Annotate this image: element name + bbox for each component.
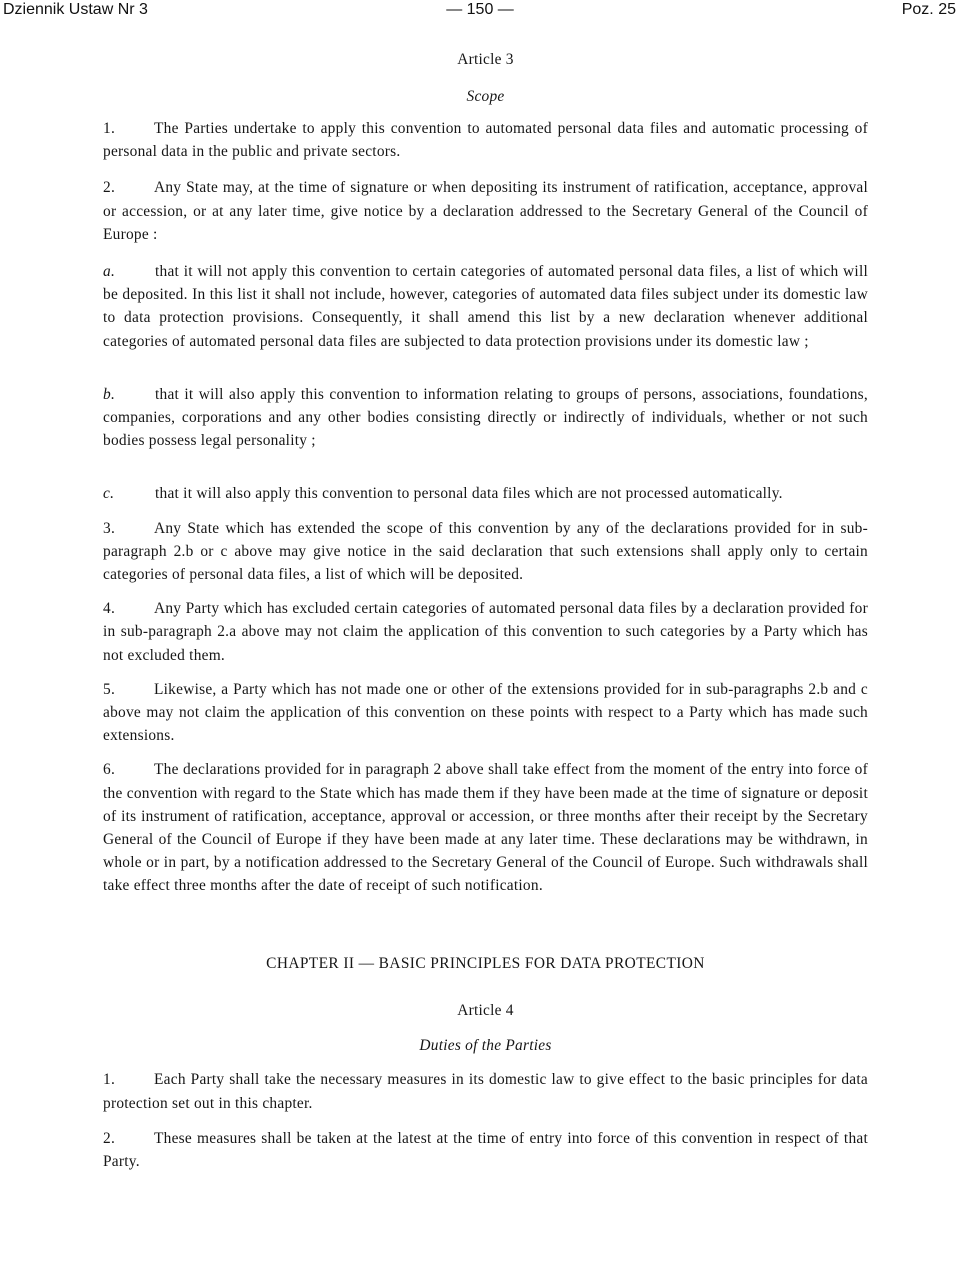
subparagraph-text: that it will also apply this convention to information relating to groups of persons, associations, foundations, companies, corporations and any other bodies consisting directly or indirectly of individuals, whether or not such bodies possess legal personality ; — [103, 385, 868, 450]
paragraph-text: Likewise, a Party which has not made one or other of the extensions provided for in sub-paragraphs 2.b and c above may not claim the application of this convention on these points with respect to a Party which has made such extensions. — [103, 680, 868, 745]
paragraph-text: Any State which has extended the scope of this convention by any of the declarations provided for in sub-paragraph 2.b or c above may give notice in the said declaration that such extensions shall apply only to certain categories of personal data files, a list of which will be deposited. — [103, 519, 868, 584]
article-3-subparagraph-a — [103, 260, 868, 353]
article-3-paragraph-3 — [103, 517, 868, 587]
paragraph-number: 3. — [103, 519, 116, 537]
position-number: Poz. 25 — [901, 1, 956, 18]
article-3-subparagraph-b — [103, 383, 868, 453]
paragraph-number: 5. — [103, 680, 116, 698]
paragraph-text: Any State may, at the time of signature or when depositing its instrument of ratification, acceptance, approval or accession, or at any later time, give notice by a declaration addressed to the Secretary General of the Council of Europe : — [103, 179, 868, 243]
paragraph-number: 1. — [103, 120, 116, 137]
article-4-title: Article 4 — [457, 1001, 514, 1019]
article-4-paragraph-1 — [103, 1068, 868, 1114]
paragraph-text: Any Party which has excluded certain categories of automated personal data files by a declaration provided for in sub-paragraph 2.a above may not claim the application of this convention to such categories by a Party which has not excluded them. — [103, 600, 868, 664]
page-number: — 150 — — [446, 1, 514, 18]
article-3-paragraph-1 — [103, 117, 868, 163]
page-header — [0, 0, 960, 22]
subparagraph-label: c. — [103, 485, 115, 503]
paragraph-number: 2. — [103, 179, 116, 197]
journal-name: Dziennik Ustaw Nr 3 — [3, 1, 148, 18]
paragraph-number: 1. — [103, 1071, 116, 1089]
paragraph-text: The declarations provided for in paragraph 2 above shall take effect from the moment of the entry into force of the convention with regard to the State which has made them if they have been made at the time of signature or deposit of its instrument of ratification, acceptance, approval or accession, or three months after their receipt by the Secretary General of the Council of Europe if they have been made at any later time. These declarations may be withdrawn, in whole or in part, by a notification addressed to the Secretary General of the Council of Europe. Such withdrawals shall take effect three months after the date of receipt of such notification. — [103, 761, 868, 895]
article-3-paragraph-6 — [103, 758, 868, 897]
article-3-paragraph-4 — [103, 597, 868, 667]
paragraph-text: These measures shall be taken at the latest at the time of entry into force of this convention in respect of that Party. — [103, 1129, 868, 1170]
paragraph-text: Each Party shall take the necessary measures in its domestic law to give effect to the basic principles for data protection set out in this chapter. — [103, 1071, 868, 1112]
document-body — [103, 48, 868, 1173]
article-4-paragraph-2 — [103, 1127, 868, 1173]
chapter-heading: CHAPTER II — BASIC PRINCIPLES FOR DATA PROTECTION — [266, 954, 705, 972]
subparagraph-label: a. — [103, 263, 116, 281]
subparagraph-label: b. — [103, 385, 116, 403]
subparagraph-text: that it will also apply this convention to personal data files which are not processed automatically. — [155, 485, 783, 503]
article-3-paragraph-2 — [103, 176, 868, 246]
paragraph-text: The Parties undertake to apply this convention to automated personal data files and automatic processing of personal data in the public and private sectors. — [103, 120, 868, 161]
paragraph-number: 6. — [103, 761, 116, 779]
subparagraph-text: that it will not apply this convention to certain categories of automated personal data files, a list of which will be deposited. In this list it shall not include, however, categories of automated data files subject under its domestic law to data protection provisions. Consequently, it shall amend this list by a new declaration whenever additional categories of automated personal data files are subjected to data protection provisions under its domestic law ; — [103, 263, 868, 350]
article-3-subparagraph-c — [103, 482, 868, 505]
paragraph-number: 4. — [103, 600, 116, 618]
article-3-title: Article 3 — [457, 51, 514, 68]
paragraph-number: 2. — [103, 1129, 116, 1147]
article-3-paragraph-5 — [103, 678, 868, 748]
article-4-subtitle: Duties of the Parties — [419, 1037, 552, 1055]
article-3-subtitle: Scope — [466, 88, 505, 105]
